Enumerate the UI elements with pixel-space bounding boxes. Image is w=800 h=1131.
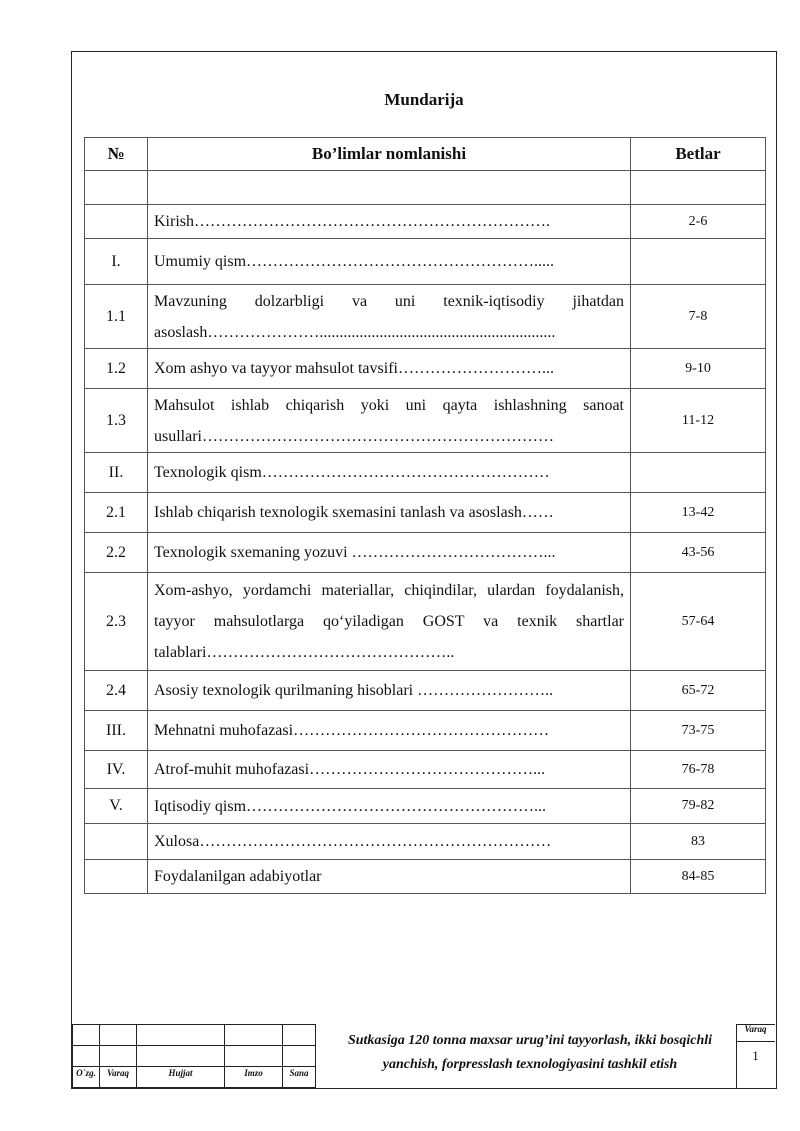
document-title: Sutkasiga 120 tonna maxsar urug’ini tayyorlash, ikki bosqichli yanchish, forpresslash texnologiyasini tashkil etish: [347, 1033, 713, 1072]
row-pages: 83: [631, 824, 766, 860]
row-pages: 9-10: [631, 349, 766, 389]
row-pages: 84-85: [631, 860, 766, 894]
row-title: Mahsulot ishlab chiqarish yoki uni qayta ishlashning sanoat usullari…………………………………………………………: [148, 389, 631, 453]
sheet-label: Varaq: [744, 1024, 767, 1034]
row-pages: 65-72: [631, 671, 766, 711]
table-row: [85, 205, 766, 239]
row-pages: 7-8: [631, 285, 766, 349]
row-pages: 73-75: [631, 711, 766, 751]
row-pages: [631, 453, 766, 493]
row-number: [85, 205, 148, 239]
row-pages: [631, 239, 766, 285]
row-number: [85, 171, 148, 205]
row-number: 1.3: [85, 389, 148, 453]
row-title: Umumiy qism……………………………………………….....: [148, 239, 631, 285]
header-section-name: Bo’limlar nomlanishi: [148, 138, 631, 171]
row-pages: 11-12: [631, 389, 766, 453]
table-row: [85, 453, 766, 493]
header-pages: Betlar: [631, 138, 766, 171]
row-pages: 57-64: [631, 573, 766, 671]
row-number: 2.3: [85, 573, 148, 671]
table-row: [85, 711, 766, 751]
table-row: [85, 493, 766, 533]
table-row: [85, 285, 766, 349]
row-number: [85, 860, 148, 894]
row-title: Xulosa…………………………………………………………: [148, 824, 631, 860]
row-pages: 43-56: [631, 533, 766, 573]
table-row: [85, 239, 766, 285]
row-number: 2.4: [85, 671, 148, 711]
table-row: [85, 860, 766, 894]
table-row: [85, 751, 766, 789]
row-number: II.: [85, 453, 148, 493]
label-imzo: Imzo: [244, 1068, 263, 1078]
title-block: [72, 1024, 775, 1088]
row-title: Mavzuning dolzarbligi va uni texnik-iqtisodiy jihatdan asoslash…………………...........................................................: [148, 285, 631, 349]
table-row: [85, 573, 766, 671]
label-ozg: O`zg.: [76, 1068, 96, 1078]
row-pages: [631, 171, 766, 205]
label-varaq: Varaq: [106, 1068, 129, 1078]
table-row: [85, 349, 766, 389]
table-row: [85, 671, 766, 711]
row-pages: 2-6: [631, 205, 766, 239]
row-pages: 76-78: [631, 751, 766, 789]
row-number: 1.2: [85, 349, 148, 389]
row-title: Kirish………………………………………………………….: [148, 205, 631, 239]
row-title: Asosiy texnologik qurilmaning hisoblari ……………………..: [148, 671, 631, 711]
header-number: №: [85, 138, 148, 171]
row-title: Texnologik sxemaning yozuvi ………………………………...: [148, 533, 631, 573]
table-header-row: [85, 138, 766, 171]
sheet-number: 1: [752, 1048, 759, 1063]
row-number: [85, 824, 148, 860]
row-number: V.: [85, 789, 148, 824]
row-title: Foydalanilgan adabiyotlar: [148, 860, 631, 894]
row-pages: 79-82: [631, 789, 766, 824]
table-row: [85, 824, 766, 860]
table-row: [85, 789, 766, 824]
row-title: Ishlab chiqarish texnologik sxemasini tanlash va asoslash……: [148, 493, 631, 533]
row-title: Atrof-muhit muhofazasi……………………………………...: [148, 751, 631, 789]
row-title: Texnologik qism………………………………………………: [148, 453, 631, 493]
row-title: Mehnatni muhofazasi…………………………………………: [148, 711, 631, 751]
row-title: Xom-ashyo, yordamchi materiallar, chiqindilar, ulardan foydalanish, tayyor mahsulotlarga qo‘yiladigan GOST va texnik shartlar talablari………………………………………..: [148, 573, 631, 671]
label-sana: Sana: [289, 1068, 309, 1078]
row-title: Iqtisodiy qism………………………………………………...: [148, 789, 631, 824]
row-pages: 13-42: [631, 493, 766, 533]
row-number: 2.2: [85, 533, 148, 573]
page-frame: [71, 51, 777, 1089]
page-title: Mundarija: [384, 90, 464, 109]
row-number: IV.: [85, 751, 148, 789]
row-number: 1.1: [85, 285, 148, 349]
row-number: 2.1: [85, 493, 148, 533]
row-title: [148, 171, 631, 205]
table-row: [85, 171, 766, 205]
label-hujjat: Hujjat: [168, 1068, 193, 1078]
contents-table: [84, 137, 766, 894]
row-number: III.: [85, 711, 148, 751]
table-row: [85, 389, 766, 453]
row-number: I.: [85, 239, 148, 285]
row-title: Xom ashyo va tayyor mahsulot tavsifi………………………...: [148, 349, 631, 389]
table-row: [85, 533, 766, 573]
